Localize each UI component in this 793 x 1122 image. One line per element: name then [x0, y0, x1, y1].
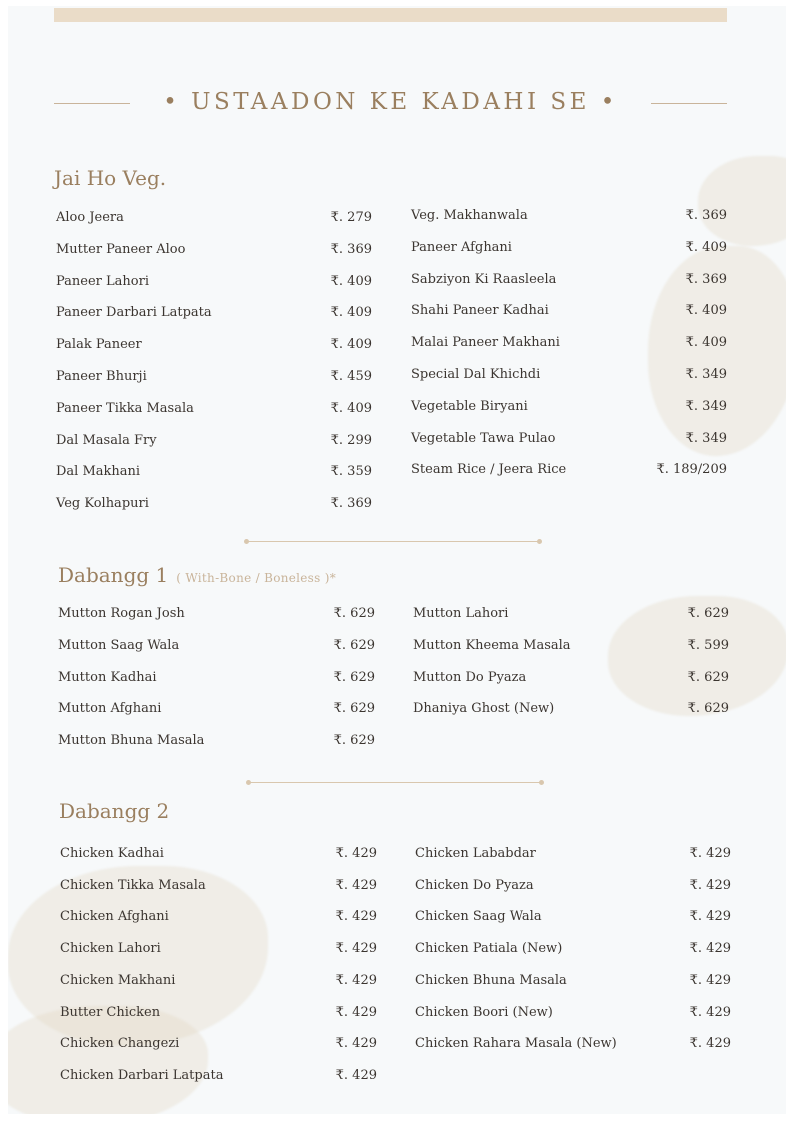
menu-item-price: ₹. 429	[335, 972, 377, 988]
menu-item-price: ₹. 429	[689, 941, 731, 957]
menu-item-price: ₹. 629	[333, 669, 375, 685]
menu-item-name: Mutton Bhuna Masala	[58, 733, 205, 749]
menu-item-name: Chicken Makhani	[60, 972, 176, 988]
menu-item-name: Paneer Darbari Latpata	[56, 305, 212, 321]
section-divider	[246, 541, 540, 542]
menu-item-name: Paneer Afghani	[411, 239, 512, 255]
menu-item-price: ₹. 429	[689, 846, 731, 861]
menu-item-name: Chicken Lababdar	[415, 846, 536, 861]
menu-item-price: ₹. 369	[330, 241, 372, 257]
menu-item-price: ₹. 629	[333, 606, 375, 621]
menu-item-price: ₹. 349	[685, 367, 727, 382]
menu-page	[8, 6, 786, 1114]
menu-header	[54, 86, 727, 122]
menu-item-price: ₹. 429	[335, 846, 377, 861]
menu-item-name: Sabziyon Ki Raasleela	[411, 271, 557, 287]
section-title	[58, 563, 336, 587]
menu-item-price: ₹. 429	[689, 1036, 731, 1052]
menu-item-name: Butter Chicken	[60, 1004, 161, 1020]
menu-item-price: ₹. 629	[333, 733, 375, 749]
menu-item-price: ₹. 409	[330, 305, 372, 321]
menu-item-price: ₹. 369	[685, 271, 727, 287]
menu-item-name: Chicken Lahori	[60, 941, 161, 957]
menu-item-price: ₹. 629	[687, 701, 729, 717]
menu-item-price: ₹. 599	[687, 637, 729, 653]
menu-item-name: Aloo Jeera	[56, 210, 124, 225]
menu-item-price: ₹. 189/209	[656, 462, 727, 478]
menu-item-price: ₹. 629	[687, 606, 729, 621]
menu-item-name: Special Dal Khichdi	[411, 367, 541, 382]
menu-item-name: Shahi Paneer Kadhai	[411, 303, 549, 319]
menu-item-name: Chicken Tikka Masala	[60, 877, 206, 893]
menu-item-name: Vegetable Biryani	[411, 398, 528, 414]
menu-item-name: Malai Paneer Makhani	[411, 335, 560, 351]
menu-item-price: ₹. 429	[335, 1004, 377, 1020]
top-decorative-band	[54, 8, 727, 22]
section-title	[54, 166, 166, 190]
menu-item-name: Chicken Afghani	[60, 909, 169, 925]
menu-item-price: ₹. 429	[335, 1036, 377, 1052]
menu-item-price: ₹. 409	[685, 303, 727, 319]
menu-item-name: Veg Kolhapuri	[56, 496, 149, 512]
menu-item-name: Chicken Patiala (New)	[415, 941, 563, 957]
menu-item-price: ₹. 429	[335, 909, 377, 925]
menu-item-name: Mutter Paneer Aloo	[56, 241, 186, 257]
section-title-text: Dabangg 2	[59, 799, 170, 823]
menu-item-name: Mutton Lahori	[413, 606, 509, 621]
menu-item-name: Dal Makhani	[56, 464, 141, 480]
menu-item-price: ₹. 349	[685, 398, 727, 414]
menu-item-name: Paneer Lahori	[56, 273, 149, 289]
menu-item-name: Vegetable Tawa Pulao	[411, 430, 556, 446]
menu-item-name: Mutton Afghani	[58, 701, 162, 717]
menu-item-price: ₹. 429	[689, 972, 731, 988]
menu-item-name: Mutton Kadhai	[58, 669, 157, 685]
menu-item-price: ₹. 279	[330, 210, 372, 225]
background-leaf-decoration	[8, 1006, 208, 1114]
menu-item-price: ₹. 359	[330, 464, 372, 480]
section-title-text: Jai Ho Veg.	[54, 166, 167, 190]
menu-item-name: Chicken Changezi	[60, 1036, 180, 1052]
section-divider	[248, 782, 542, 783]
menu-item-name: Veg. Makhanwala	[411, 208, 528, 223]
menu-item-price: ₹. 369	[330, 496, 372, 512]
menu-item-price: ₹. 459	[330, 369, 372, 384]
menu-item-price: ₹. 429	[689, 877, 731, 893]
menu-item-price: ₹. 629	[333, 637, 375, 653]
menu-item-name: Mutton Saag Wala	[58, 637, 180, 653]
menu-item-name: Mutton Rogan Josh	[58, 606, 185, 621]
menu-item-price: ₹. 429	[335, 1067, 377, 1083]
menu-item-price: ₹. 369	[685, 208, 727, 223]
menu-item-price: ₹. 409	[685, 239, 727, 255]
menu-item-price: ₹. 409	[330, 400, 372, 416]
menu-item-name: Palak Paneer	[56, 337, 142, 353]
menu-item-name: Dal Masala Fry	[56, 432, 157, 448]
menu-item-name: Mutton Kheema Masala	[413, 637, 571, 653]
menu-item-price: ₹. 409	[685, 335, 727, 351]
menu-item-name: Mutton Do Pyaza	[413, 669, 527, 685]
menu-item-price: ₹. 429	[689, 909, 731, 925]
menu-item-price: ₹. 429	[689, 1004, 731, 1020]
menu-item-name: Chicken Bhuna Masala	[415, 972, 567, 988]
background-leaf-decoration	[698, 156, 786, 246]
section-title-text: Dabangg 1	[58, 563, 169, 587]
menu-item-price: ₹. 429	[335, 877, 377, 893]
menu-item-price: ₹. 409	[330, 337, 372, 353]
header-rule-right	[651, 103, 727, 104]
menu-item-name: Steam Rice / Jeera Rice	[411, 462, 567, 478]
section-note: ( With-Bone / Boneless )*	[176, 571, 336, 585]
menu-item-price: ₹. 349	[685, 430, 727, 446]
menu-item-price: ₹. 299	[330, 432, 372, 448]
menu-item-name: Dhaniya Ghost (New)	[413, 701, 555, 717]
menu-item-name: Chicken Kadhai	[60, 846, 164, 861]
page-title: • USTAADON KE KADAHI SE •	[163, 89, 618, 115]
menu-item-name: Chicken Saag Wala	[415, 909, 542, 925]
menu-item-price: ₹. 429	[335, 941, 377, 957]
menu-item-name: Paneer Tikka Masala	[56, 400, 194, 416]
menu-item-name: Chicken Do Pyaza	[415, 877, 534, 893]
menu-item-name: Chicken Rahara Masala (New)	[415, 1036, 617, 1052]
menu-item-name: Paneer Bhurji	[56, 369, 147, 384]
menu-item-price: ₹. 629	[333, 701, 375, 717]
section-title	[59, 799, 169, 823]
menu-item-price: ₹. 409	[330, 273, 372, 289]
menu-item-name: Chicken Darbari Latpata	[60, 1067, 224, 1083]
menu-item-name: Chicken Boori (New)	[415, 1004, 553, 1020]
menu-item-price: ₹. 629	[687, 669, 729, 685]
